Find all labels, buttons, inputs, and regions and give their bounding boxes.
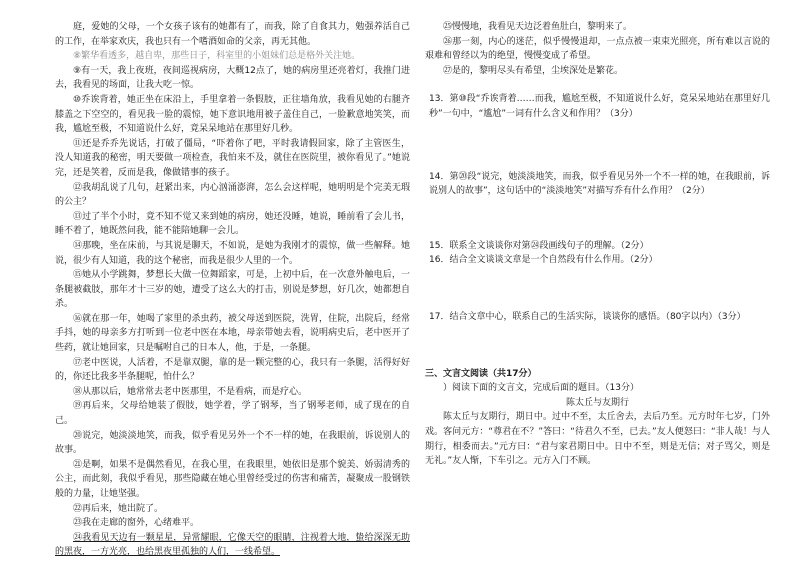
question: 16．结合全文谈谈文章是一个自然段有什么作用。（2分） (429, 255, 658, 266)
paragraph: ㉖那一刻，内心的迷茫，似乎慢慢退却，一点点被一束束光照亮，所有难以言说的艰难和曾经以为的绝望，慢慢变成了希望。 (425, 36, 770, 62)
question: 13．第⑩段“乔诶背着……而我，尴尬至极，不知道说什么好，竟呆呆地站在那里好几秒”一句中，“尴尬”一词有什么含义和作用？（3分） (429, 94, 770, 119)
paragraph: ⑯就在那一年，她喝了家里的杀虫药，被父母送到医院，洗胃，住院，出院后，经常手抖，她的母亲多方打听到一位老中医在本地，母亲带她去看，说明病史后，老中医开了些药，就让她回家，只是嘱咐自己的日本人，他，于是，一条腿。 (55, 313, 410, 354)
paragraph: ⑩乔诶背着，她正坐在床沿上，手里拿着一条假肢，正往墙角放，我看见她的右腿齐膝盖之下空空的，看见我一脸的震惊，她下意识地用被子盖住自己，一脸歉意地笑笑，而我，尴尬至极，不知道说什么好，竟呆呆地站在那里好几秒。 (55, 94, 410, 135)
paragraph: ⑲再后来，父母给她装了假肢，她学着，学了钢琴，当了钢琴老师，成了现在的自己。 (55, 401, 410, 427)
question: 14．第⑳段“说完，她淡淡地笑，而我，似乎看见另外一个不一样的她，在我眼前，诉说别人的故事”，这句话中的“淡淡地笑”对描写乔有什么作用？（2分） (429, 171, 770, 197)
paragraph: ）阅读下面的文言文，完成后面的题目。（13分） (443, 383, 639, 394)
paragraph: ⑮她从小学跳舞，梦想长大做一位舞蹈家，可是，上初中后，在一次意外触电后，一条腿被截肢，那年才十三岁的她，遭受了这么大的打击，别说是梦想，好几次，她都想自杀。 (55, 270, 410, 310)
passage-title: 陈太丘与友期行 (565, 397, 629, 408)
paragraph: ㉕慢慢地，我看见天边泛着鱼肚白，黎明来了。 (443, 22, 633, 32)
right-column (425, 20, 770, 469)
question: 15．联系全文谈谈你对第㉔段画线句子的理解。（2分） (429, 240, 649, 251)
paragraph: ⑱从那以后，她常常去老中医那里，不是看病，而是疗心。 (73, 386, 308, 397)
left-column (55, 20, 410, 560)
paragraph: ㉗是的，黎明尽头有希望，尘埃深处是繁花。 (443, 65, 624, 76)
section-heading: 三、文言文阅读（共17分） (425, 368, 537, 379)
paragraph: ⑪还是乔乔先说话，打破了僵局，“吓着你了吧，平时我请假回家，除了主管医生，没人知道我的秘密，明天要做一项检查，我怕来不及，就住在医院里，被你看见了。”她说完，还是笑着，反而是我，像做错事的孩子。 (55, 138, 410, 178)
paragraph: 陈太丘与友期行，期日中。过中不至，太丘舍去，去后乃至。元方时年七岁，门外戏。客问元方：“尊君在不？”答曰：“待君久不至，已去。”友人便怒曰：“非人哉！与人期行，相委而去。”元方曰：“君与家君期日中。日中不至，则是无信；对子骂父，则是无礼。”友人惭，下车引之。元方入门不顾。 (425, 412, 770, 467)
paragraph: ⑫我胡乱说了几句，赶紧出来，内心汹涌澎湃，怎么会这样呢，她明明是个完美无瑕的公主？ (55, 182, 410, 208)
paragraph: ㉓我在走廊的窗外，心绪难平。 (73, 518, 200, 529)
paragraph: ㉒再后来，她出院了。 (73, 503, 164, 514)
paragraph-note: ⑧繁华看透多，越自卑，那些日子，科室里的小姐妹们总是格外关注她。 (73, 51, 361, 62)
paragraph: ⑭那晚，坐在床前，与其说是聊天，不如说，是她为我刚才的震惊，做一些解释。她说，很少有人知道，我的这个秘密，而我是很少人里的一个。 (55, 240, 410, 266)
question: 17．结合文章中心，联系自己的生活实际，谈谈你的感悟。（80字以内）（3分） (429, 311, 746, 322)
paragraph: 庭，爱她的父母，一个女孩子该有的她都有了，而我，除了自食其力，勉强养活自己的工作，在举家欢庆，我也只有一个嗜酒如命的父亲，再无其他。 (55, 22, 410, 47)
paragraph: ⑨有一天，我上夜班，夜间巡视病房，大概12点了，她的病房里还亮着灯，我推门进去，我看见的场面，让我大吃一惊。 (55, 65, 410, 91)
paragraph: ⑬过了半个小时，竟不知不觉又来到她的病房，她还没睡，她说，睡前看了会儿书，睡不着了，她既然问我，能不能陪她聊一会儿。 (55, 211, 410, 237)
underlined-paragraph: ㉔我看见天边有一颗星星，异常耀眼，它像天空的眼睛，注视着大地，蛰给深深无助的黑夜，一方光亮，也给黑夜里孤独的人们，一线希望。 (55, 532, 410, 558)
paragraph: ㉑是啊，如果不是偶然看见，在我心里，在我眼里，她依旧是那个貌美、娇弱清秀的公主，而此刻，我似乎看见，那些隐藏在她心里曾经受过的伤害和痛苦，凝聚成一股钢铁般的力量，让她坚强。 (55, 459, 410, 499)
paragraph: ⑳说完，她淡淡地笑，而我，似乎看见另外一个不一样的她，在我眼前，诉说别人的故事。 (55, 430, 410, 456)
paragraph: ⑰老中医说，人活着，不是靠双腿，靠的是一颗完整的心，我只有一条腿，活得好好的，你还比我多半条腿呢，怕什么？ (55, 357, 410, 383)
